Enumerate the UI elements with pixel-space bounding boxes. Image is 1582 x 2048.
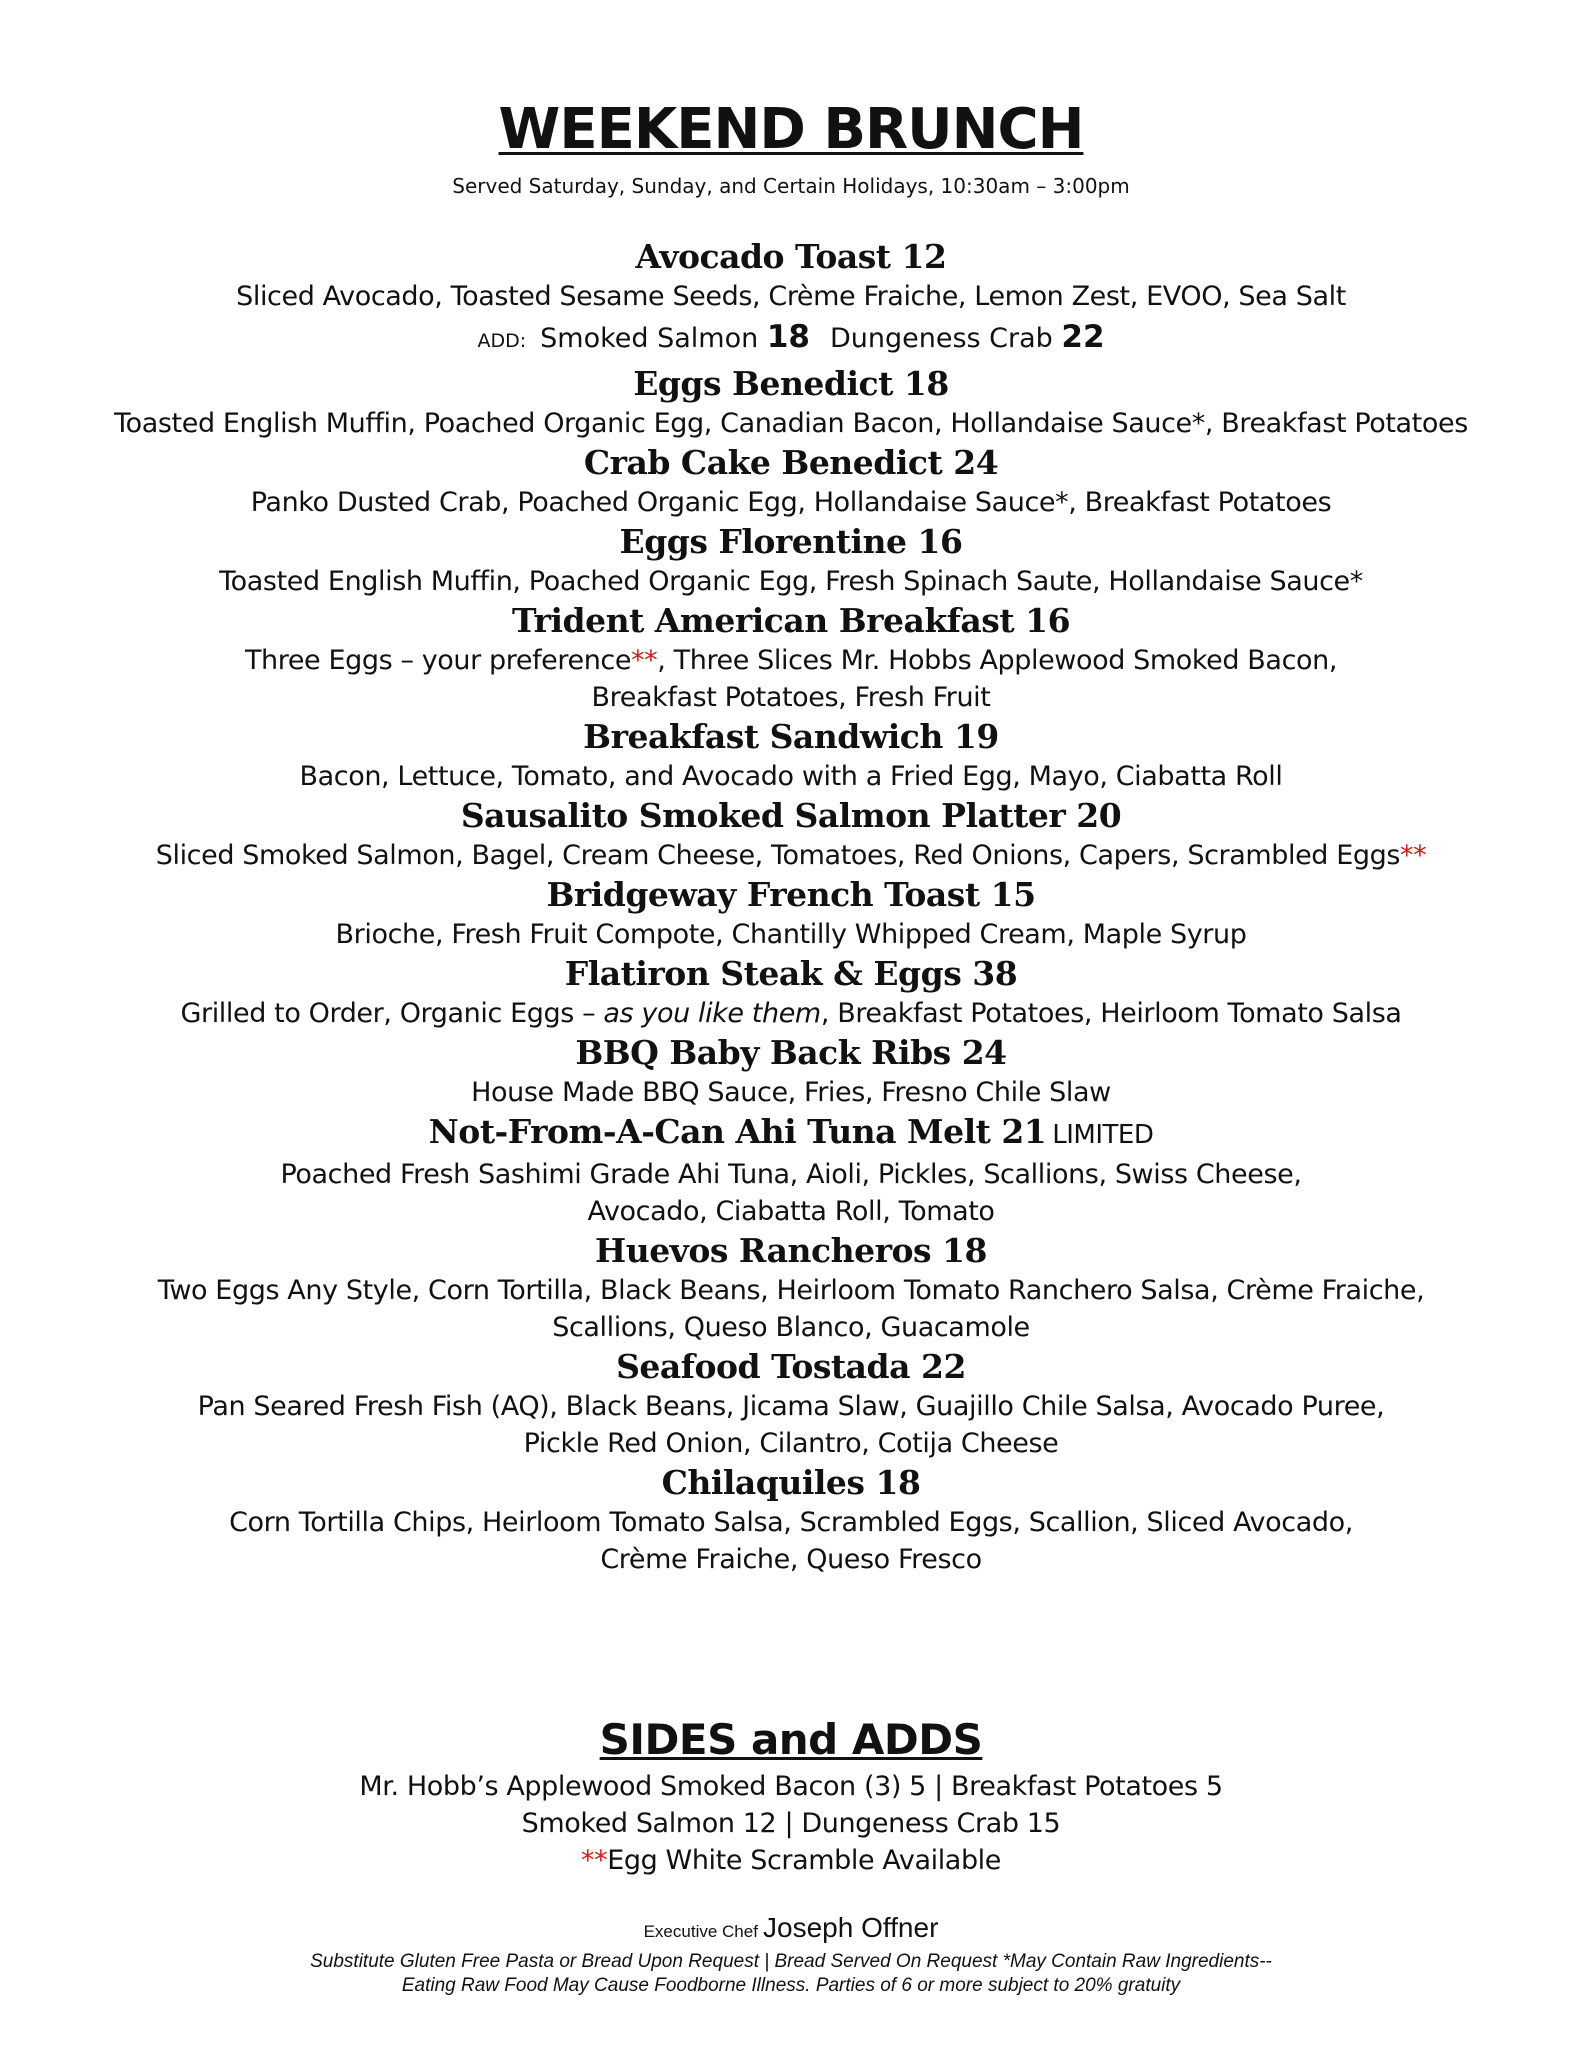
menu-item-crab-cake-benedict bbox=[0, 442, 1582, 521]
add-on-price: 22 bbox=[1061, 319, 1105, 355]
item-name: Crab Cake Benedict 24 bbox=[583, 443, 999, 482]
sides-title-text: SIDES and ADDS bbox=[599, 1715, 983, 1764]
menu-item-huevos-rancheros bbox=[0, 1230, 1582, 1346]
menu-item-breakfast-sandwich bbox=[0, 716, 1582, 795]
item-description-line2: Pickle Red Onion, Cilantro, Cotija Cheese bbox=[523, 1428, 1059, 1459]
item-name: Chilaquiles 18 bbox=[661, 1463, 921, 1502]
item-description bbox=[0, 642, 1582, 679]
item-name: Not-From-A-Can Ahi Tuna Melt 21 bbox=[428, 1112, 1047, 1151]
menu-item-chilaquiles bbox=[0, 1462, 1582, 1578]
add-label: ADD: bbox=[477, 330, 527, 352]
item-description-line2: Avocado, Ciabatta Roll, Tomato bbox=[587, 1196, 995, 1227]
sides-title bbox=[0, 1712, 1582, 1768]
item-name: Sausalito Smoked Salmon Platter 20 bbox=[460, 796, 1122, 835]
sides-line: Smoked Salmon 12 | Dungeness Crab 15 bbox=[521, 1808, 1061, 1839]
item-description: Toasted English Muffin, Poached Organic Egg, Canadian Bacon, Hollandaise Sauce*, Breakfast Potatoes bbox=[114, 408, 1468, 439]
description-text: Sliced Smoked Salmon, Bagel, Cream Cheese, Tomatoes, Red Onions, Capers, Scrambled Eggs bbox=[155, 840, 1401, 871]
disclaimer bbox=[0, 1950, 1582, 1998]
item-name: Avocado Toast 12 bbox=[635, 237, 947, 276]
menu-item-steak-eggs bbox=[0, 953, 1582, 1032]
menu-item-avocado-toast bbox=[0, 236, 1582, 363]
item-name-row bbox=[0, 1111, 1582, 1156]
item-description: Brioche, Fresh Fruit Compote, Chantilly Whipped Cream, Maple Syrup bbox=[335, 919, 1247, 950]
executive-chef bbox=[0, 1908, 1582, 1952]
item-name: Breakfast Sandwich 19 bbox=[583, 717, 999, 756]
item-add-ons bbox=[0, 315, 1582, 363]
add-on-price: 18 bbox=[766, 319, 810, 355]
item-name: Seafood Tostada 22 bbox=[616, 1347, 966, 1386]
item-description bbox=[0, 837, 1582, 874]
item-description-line2: Crème Fraiche, Queso Fresco bbox=[600, 1544, 982, 1575]
item-name: Eggs Benedict 18 bbox=[633, 364, 949, 403]
sides-section bbox=[0, 1712, 1582, 1879]
item-name: Huevos Rancheros 18 bbox=[595, 1231, 987, 1270]
description-text: Three Eggs – your preference bbox=[244, 645, 632, 676]
item-description: Sliced Avocado, Toasted Sesame Seeds, Crème Fraiche, Lemon Zest, EVOO, Sea Salt bbox=[236, 281, 1346, 312]
limited-tag: LIMITED bbox=[1052, 1120, 1154, 1150]
egg-white-marker: ** bbox=[631, 645, 658, 676]
menu-title bbox=[0, 96, 1582, 164]
menu-item-tuna-melt bbox=[0, 1111, 1582, 1230]
egg-white-marker: ** bbox=[1400, 840, 1427, 871]
chef-label: Executive Chef bbox=[643, 1922, 758, 1941]
description-text: Grilled to Order, Organic Eggs – bbox=[180, 998, 604, 1029]
item-description: Corn Tortilla Chips, Heirloom Tomato Salsa, Scrambled Eggs, Scallion, Sliced Avocado, bbox=[229, 1507, 1353, 1538]
menu-item-bbq-ribs bbox=[0, 1032, 1582, 1111]
menu-item-french-toast bbox=[0, 874, 1582, 953]
brunch-items bbox=[0, 236, 1582, 1578]
item-name: Eggs Florentine 16 bbox=[619, 522, 963, 561]
item-description-line2: Scallions, Queso Blanco, Guacamole bbox=[552, 1312, 1030, 1343]
item-description: Two Eggs Any Style, Corn Tortilla, Black Beans, Heirloom Tomato Ranchero Salsa, Crème Fraiche, bbox=[157, 1275, 1425, 1306]
egg-white-marker: ** bbox=[581, 1845, 608, 1876]
add-on-name: Dungeness Crab bbox=[829, 323, 1053, 354]
item-description: Toasted English Muffin, Poached Organic Egg, Fresh Spinach Saute, Hollandaise Sauce* bbox=[219, 566, 1363, 597]
item-description: Poached Fresh Sashimi Grade Ahi Tuna, Aioli, Pickles, Scallions, Swiss Cheese, bbox=[280, 1159, 1302, 1190]
chef-name: Joseph Offner bbox=[763, 1912, 939, 1943]
menu-item-seafood-tostada bbox=[0, 1346, 1582, 1462]
menu-item-eggs-benedict bbox=[0, 363, 1582, 442]
item-name: Bridgeway French Toast 15 bbox=[546, 875, 1036, 914]
egg-white-note bbox=[0, 1842, 1582, 1879]
description-text: , Breakfast Potatoes, Heirloom Tomato Salsa bbox=[820, 998, 1402, 1029]
item-description: House Made BBQ Sauce, Fries, Fresno Chile Slaw bbox=[471, 1077, 1111, 1108]
menu-item-eggs-florentine bbox=[0, 521, 1582, 600]
egg-white-note-text: Egg White Scramble Available bbox=[607, 1845, 1001, 1876]
sides-line: Mr. Hobb’s Applewood Smoked Bacon (3) 5 | Breakfast Potatoes 5 bbox=[359, 1771, 1223, 1802]
item-name: Flatiron Steak & Eggs 38 bbox=[564, 954, 1018, 993]
menu-item-trident-breakfast bbox=[0, 600, 1582, 716]
description-italic: as you like them bbox=[603, 998, 821, 1029]
menu-item-salmon-platter bbox=[0, 795, 1582, 874]
item-description bbox=[0, 995, 1582, 1032]
item-description: Pan Seared Fresh Fish (AQ), Black Beans, Jicama Slaw, Guajillo Chile Salsa, Avocado Puree, bbox=[197, 1391, 1385, 1422]
add-on-name: Smoked Salmon bbox=[540, 323, 759, 354]
item-name: BBQ Baby Back Ribs 24 bbox=[575, 1033, 1007, 1072]
description-text: , Three Slices Mr. Hobbs Applewood Smoked Bacon, bbox=[657, 645, 1338, 676]
item-name: Trident American Breakfast 16 bbox=[511, 601, 1071, 640]
disclaimer-line: Substitute Gluten Free Pasta or Bread Upon Request | Bread Served On Request *May Contain Raw Ingredients-- bbox=[310, 1951, 1272, 1972]
item-description: Panko Dusted Crab, Poached Organic Egg, Hollandaise Sauce*, Breakfast Potatoes bbox=[250, 487, 1332, 518]
item-description: Bacon, Lettuce, Tomato, and Avocado with a Fried Egg, Mayo, Ciabatta Roll bbox=[299, 761, 1283, 792]
serving-hours: Served Saturday, Sunday, and Certain Holidays, 10:30am – 3:00pm bbox=[452, 174, 1130, 198]
menu-title-text: WEEKEND BRUNCH bbox=[498, 97, 1084, 162]
item-description-line2: Breakfast Potatoes, Fresh Fruit bbox=[591, 682, 991, 713]
disclaimer-line: Eating Raw Food May Cause Foodborne Illness. Parties of 6 or more subject to 20% gratuity bbox=[401, 1975, 1181, 1996]
